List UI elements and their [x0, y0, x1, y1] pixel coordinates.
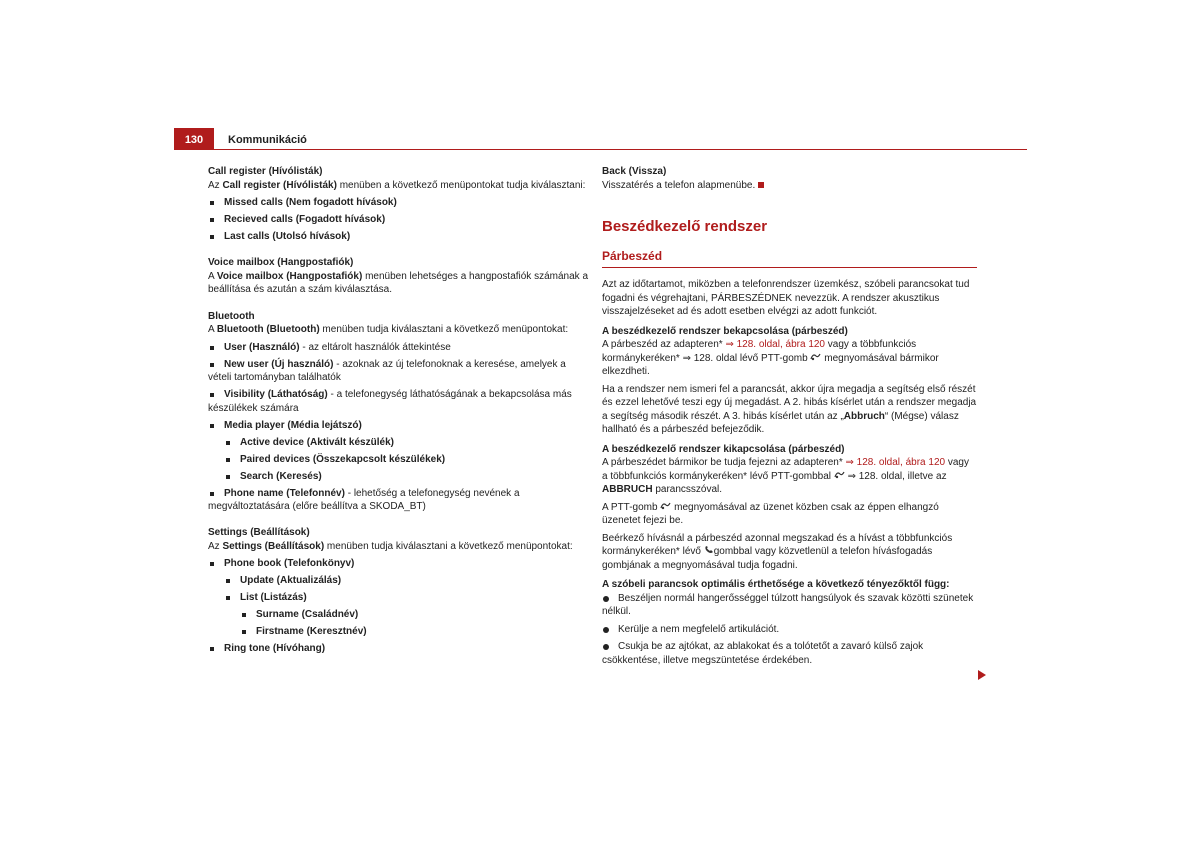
- list-item: Recieved calls (Fogadott hívások): [208, 213, 588, 227]
- list-item: User (Használó) - az eltárolt használók áttekintése: [208, 341, 588, 355]
- intro-paragraph: Azt az időtartamot, miközben a telefonrendszer üzemkész, szóbeli parancsokat tud fogadni és végrehajtani, PÁRBESZÉDNEK nevezzük. A rendszer akusztikus visszajelzéseket ad és adott esetben elvégzi az adott funkciót.: [602, 279, 970, 317]
- settings-heading: Settings (Beállítások): [208, 527, 310, 538]
- page-reference-link[interactable]: ⇒ 128. oldal, ábra 120: [845, 457, 946, 468]
- back-heading: Back (Vissza): [602, 166, 667, 177]
- list-item: Kerülje a nem megfelelő artikulációt.: [602, 623, 977, 637]
- incoming-call-text: Beérkező hívásnál a párbeszéd azonnal megszakad és a hívást a többfunkciós kormánykeréken* lévő gombbal vagy közvetlenül a telefon hívásfogadás gombjának a megnyomásával tudja fogadni.: [602, 532, 953, 571]
- list-item: Missed calls (Nem fogadott hívások): [208, 196, 588, 210]
- activation-heading: A beszédkezelő rendszer bekapcsolása (párbeszéd): [602, 325, 848, 337]
- end-square-icon: [758, 182, 764, 188]
- factors-heading: A szóbeli parancsok optimális érthetősége a következő tényezőktől függ:: [602, 579, 950, 590]
- settings-intro: Az Settings (Beállítások) menüben tudja kiválasztani a következő menüpontokat:: [208, 540, 573, 552]
- bluetooth-intro: A Bluetooth (Bluetooth) menüben tudja kiválasztani a következő menüpontokat:: [208, 324, 569, 335]
- subsection-title: Párbeszéd: [602, 249, 977, 268]
- activation-text: A párbeszéd az adapteren* ⇒ 128. oldal, ábra 120 vagy a többfunkciós kormánykeréken* ⇒ 128. oldal lévő PTT-gomb megnyomásával bármikor elkezdheti.: [602, 339, 939, 377]
- list-item: Phone book (Telefonkönyv): [208, 557, 588, 571]
- right-column: [602, 165, 977, 671]
- list-item: List (Listázás): [224, 591, 588, 605]
- left-column: [208, 165, 588, 659]
- deactivation-text: A párbeszédet bármikor be tudja fejezni az adapteren* ⇒ 128. oldal, ábra 120 vagy a többfunkciós kormánykeréken* lévő PTT-gombbal ⇒ 128. oldal, illetve az ABBRUCH parancsszóval.: [602, 457, 969, 495]
- call-register-heading: Call register (Hívólisták): [208, 166, 323, 177]
- list-item: Paired devices (Összekapcsolt készülékek): [224, 453, 588, 467]
- voice-mailbox-heading: Voice mailbox (Hangpostafiók): [208, 257, 354, 268]
- next-page-arrow-icon: [978, 670, 986, 680]
- list-item: Visibility (Láthatóság) - a telefonegység láthatóságának a bekapcsolása más készülékek számára: [208, 388, 588, 415]
- ptt-message-text: A PTT-gomb megnyomásával az üzenet közben csak az éppen elhangzó üzenetet fejezi be.: [602, 501, 939, 526]
- list-item: Firstname (Keresztnév): [240, 625, 588, 639]
- list-item: Media player (Média lejátszó): [208, 419, 588, 433]
- bluetooth-heading: Bluetooth: [208, 310, 255, 322]
- ptt-button-icon: [810, 352, 821, 366]
- back-text: Visszatérés a telefon alapmenübe.: [602, 179, 977, 193]
- page-number: 130: [174, 128, 214, 149]
- ptt-button-icon: [834, 470, 845, 484]
- chapter-title: Beszédkezelő rendszer: [602, 218, 768, 235]
- voice-mailbox-text: A Voice mailbox (Hangpostafiók) menüben lehetséges a hangpostafiók számának a beállítása és azután a szám kiválasztása.: [208, 270, 589, 295]
- phone-handset-icon: [704, 545, 714, 559]
- list-item: New user (Új használó) - azoknak az új telefonoknak a keresése, amelyek a vételi tartományban találhatók: [208, 358, 588, 385]
- list-item: Ring tone (Hívóhang): [208, 642, 588, 656]
- page-reference-link[interactable]: ⇒ 128. oldal, ábra 120: [725, 339, 825, 350]
- list-item: Surname (Családnév): [240, 608, 588, 622]
- page-header: [174, 128, 1027, 150]
- retry-text: Ha a rendszer nem ismeri fel a parancsát, akkor újra megadja a segítség első részét és ezzel lehetővé teszi egy új megadást. A 2. hibás kísérlet után a rendszer megadja a segítség második részét. A 3. hibás kísérlet után az „Abbruch“ (Mégse) válasz hallható és a párbeszéd befejeződik.: [602, 383, 977, 435]
- list-item: Search (Keresés): [224, 470, 588, 484]
- list-item: Beszéljen normál hangerősséggel túlzott hangsúlyok és szavak közötti szünetek nélkül.: [602, 592, 977, 619]
- ptt-button-icon: [660, 501, 671, 515]
- list-item: Last calls (Utolsó hívások): [208, 230, 588, 244]
- list-item: Csukja be az ajtókat, az ablakokat és a tolótetőt a zavaró külső zajok csökkentése, illetve megszüntetése érdekében.: [602, 640, 977, 667]
- list-item: Active device (Aktivált készülék): [224, 436, 588, 450]
- deactivation-heading: A beszédkezelő rendszer kikapcsolása (párbeszéd): [602, 443, 845, 455]
- list-item: Phone name (Telefonnév) - lehetőség a telefonegység nevének a megváltoztatására (előre beállítva a SKODA_BT): [208, 487, 588, 514]
- call-register-intro: Az Call register (Hívólisták) menüben a következő menüpontokat tudja kiválasztani:: [208, 179, 586, 191]
- list-item: Update (Aktualizálás): [224, 574, 588, 588]
- section-title: Kommunikáció: [228, 134, 307, 146]
